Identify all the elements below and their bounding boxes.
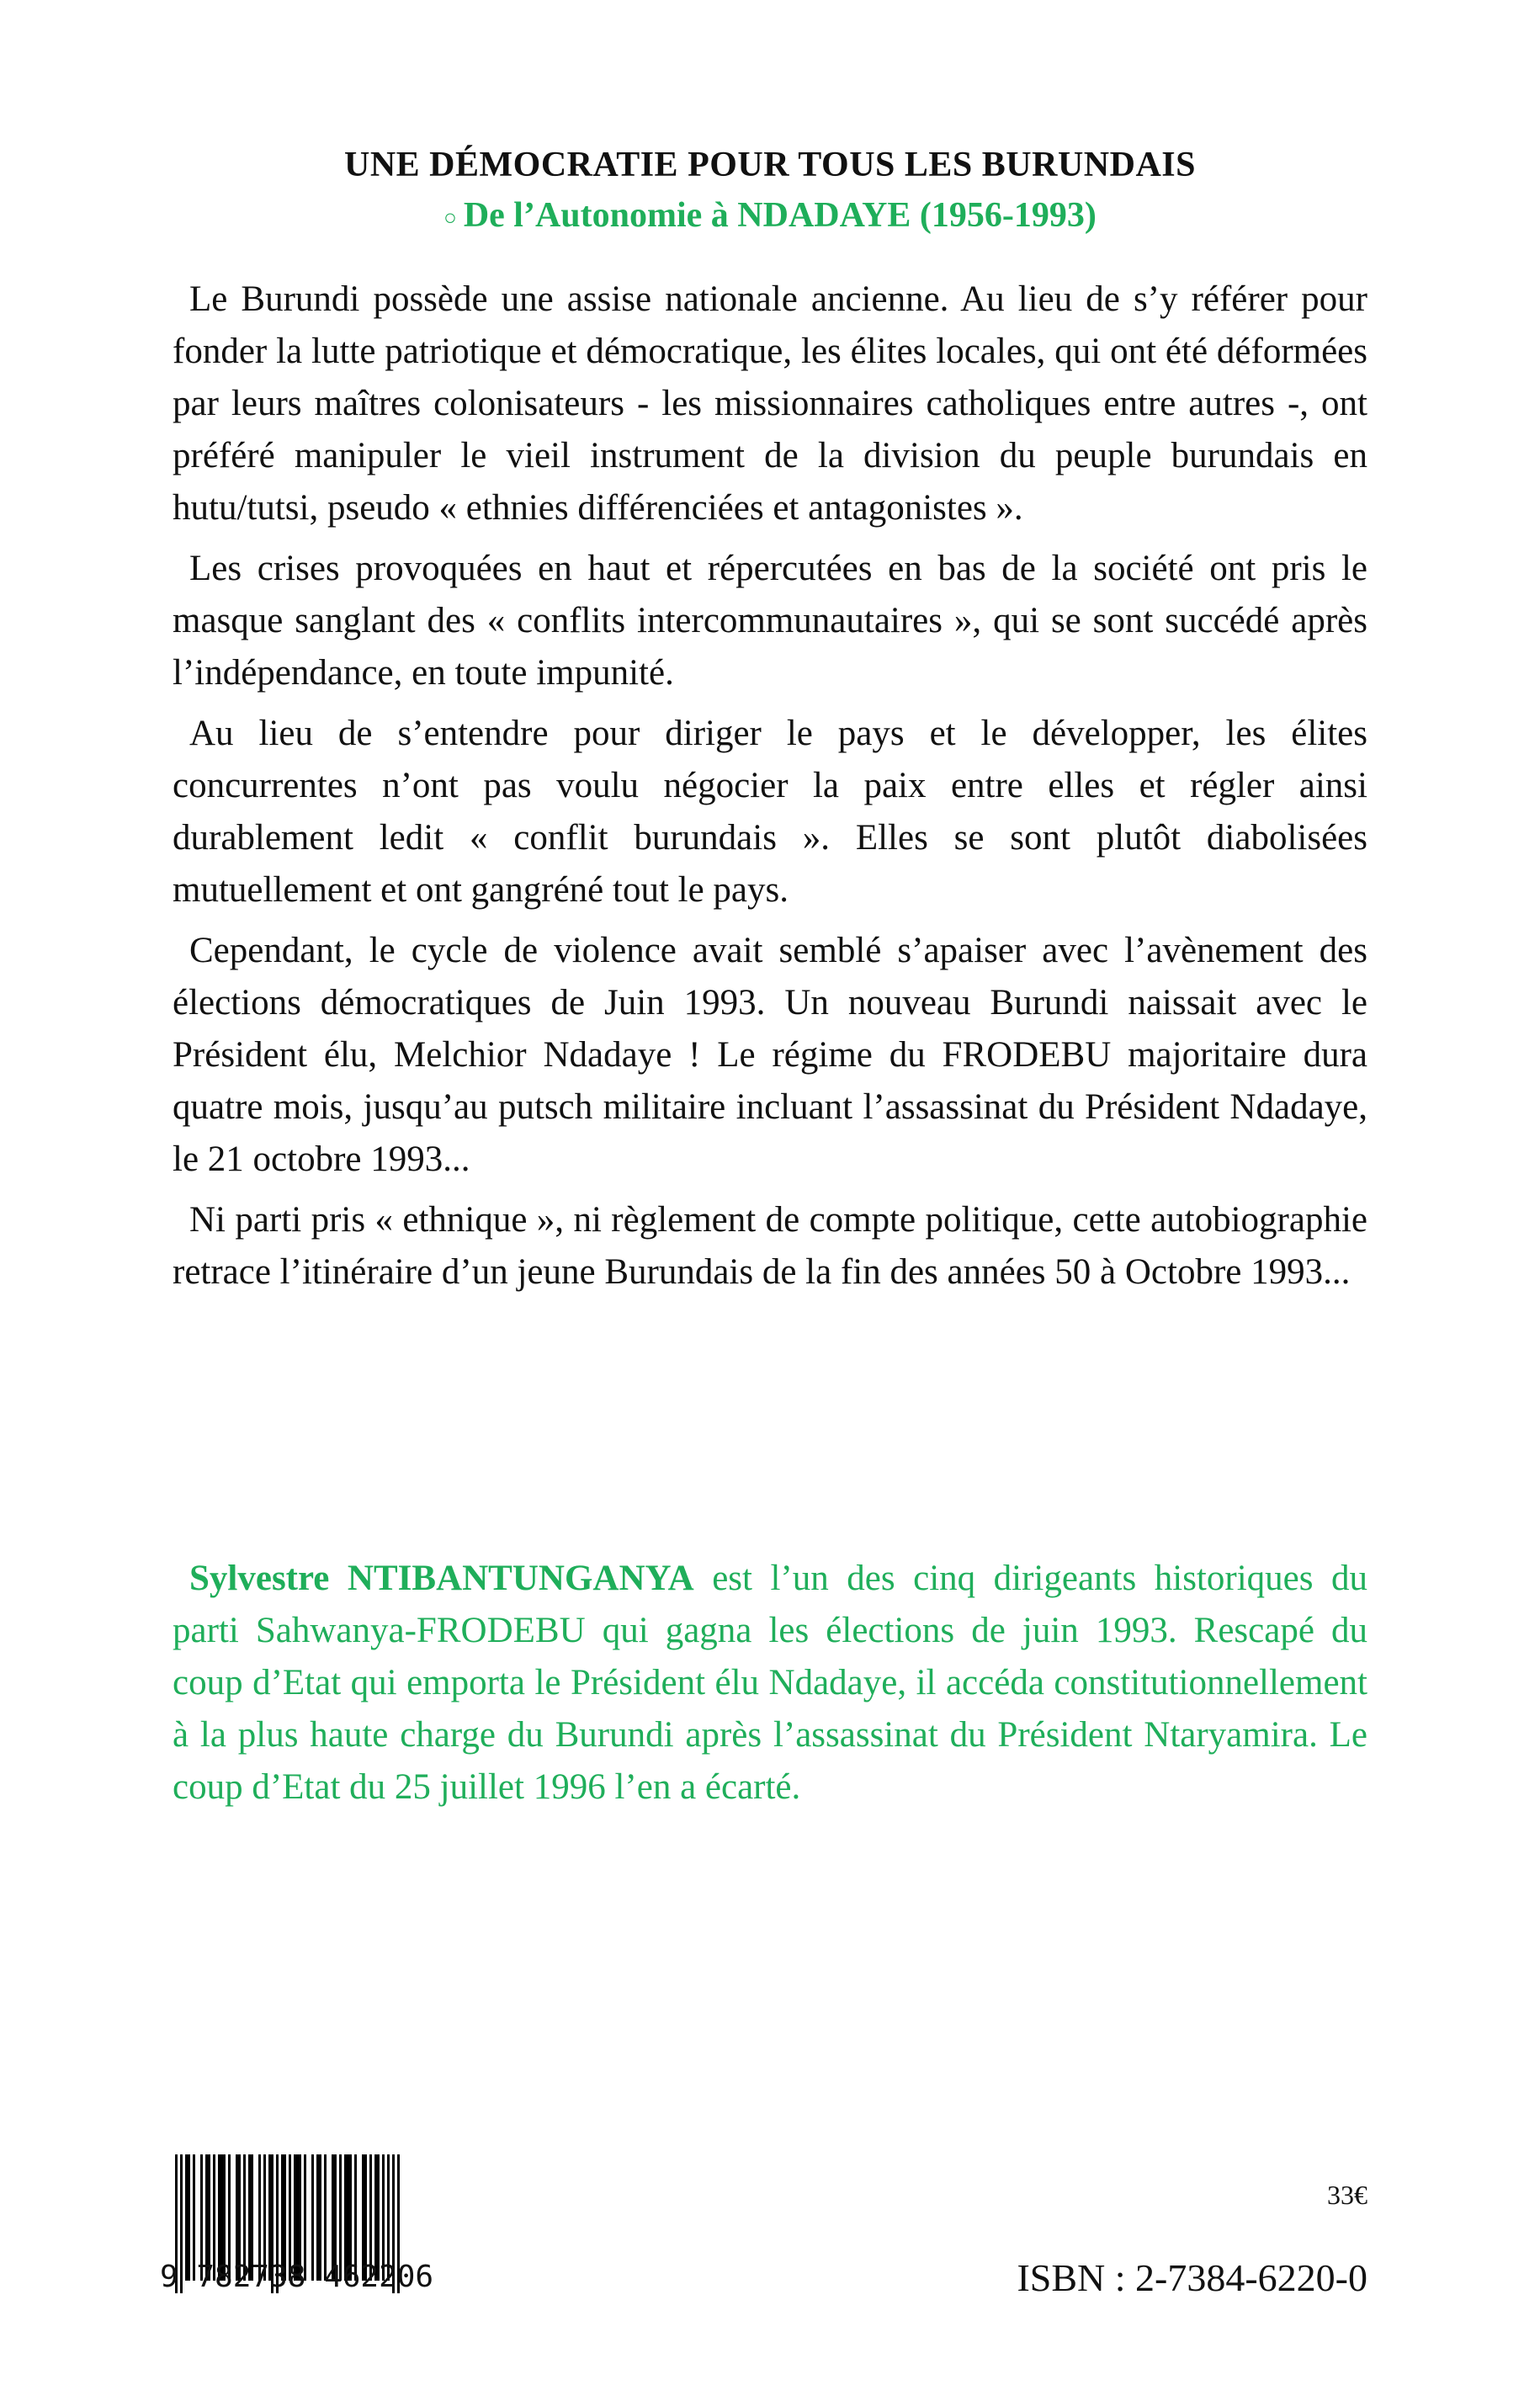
blurb-paragraph: Les crises provoquées en haut et répercutées en bas de la société ont pris le masque sanglant des « conflits intercommunautaires », qui se sont succédé après l’indépendance, en toute impunité. — [173, 549, 1367, 693]
bio-paragraph — [173, 1553, 1367, 1814]
blurb-paragraph: Le Burundi possède une assise nationale ancienne. Au lieu de s’y référer pour fonder la lutte patriotique et démocratique, les élites locales, qui ont été déformées par leurs maîtres colonisateurs - les missionnaires catholiques entre autres -, ont préféré manipuler le vieil instrument de la division du peuple burundais en hutu/tutsi, pseudo « ethnies différenciées et antagonistes ». — [173, 279, 1367, 528]
blurb-paragraph: Au lieu de s’entendre pour diriger le pays et le développer, les élites concurrentes n’ont pas voulu négocier la paix entre elles et régler ainsi durablement ledit « conflit burundais ». Elles se sont plutôt diabolisées mutuellement et ont gangréné tout le pays. — [173, 714, 1367, 910]
barcode-number: 9 782738 462206 — [160, 2260, 434, 2294]
book-subtitle — [0, 195, 1540, 236]
author-name: Sylvestre NTIBANTUNGANYA — [189, 1559, 694, 1598]
subtitle-text: De l’Autonomie à NDADAYE (1956-1993) — [463, 196, 1097, 235]
price: 33€ — [1327, 2180, 1367, 2210]
circle-bullet-icon: ○ — [443, 205, 457, 231]
isbn: ISBN : 2-7384-6220-0 — [1017, 2256, 1367, 2299]
book-title: UNE DÉMOCRATIE POUR TOUS LES BURUNDAIS — [343, 146, 1196, 184]
blurb-paragraph: Ni parti pris « ethnique », ni règlement de compte politique, cette autobiographie retrace l’itinéraire d’un jeune Burundais de la fin des années 50 à Octobre 1993... — [173, 1200, 1367, 1292]
author-bio — [173, 1553, 1367, 1814]
bio-text: est l’un des cinq dirigeants historiques du parti Sahwanya-FRODEBU qui gagna les élections de juin 1993. Rescapé du coup d’Etat qui emporta le Président élu Ndadaye, il accéda constitutionnellement à la plus haute charge du Burundi après l’assassinat du Président Ntaryamira. Le coup d’Etat du 25 juillet 1996 l’en a écarté. — [173, 1559, 1367, 1807]
blurb — [173, 274, 1367, 1307]
blurb-paragraph: Cependant, le cycle de violence avait semblé s’apaiser avec l’avènement des élections démocratiques de Juin 1993. Un nouveau Burundi naissait avec le Président élu, Melchior Ndadaye ! Le régime du FRODEBU majoritaire dura quatre mois, jusqu’au putsch militaire incluant l’assassinat du Président Ndadaye, le 21 octobre 1993... — [173, 931, 1367, 1179]
